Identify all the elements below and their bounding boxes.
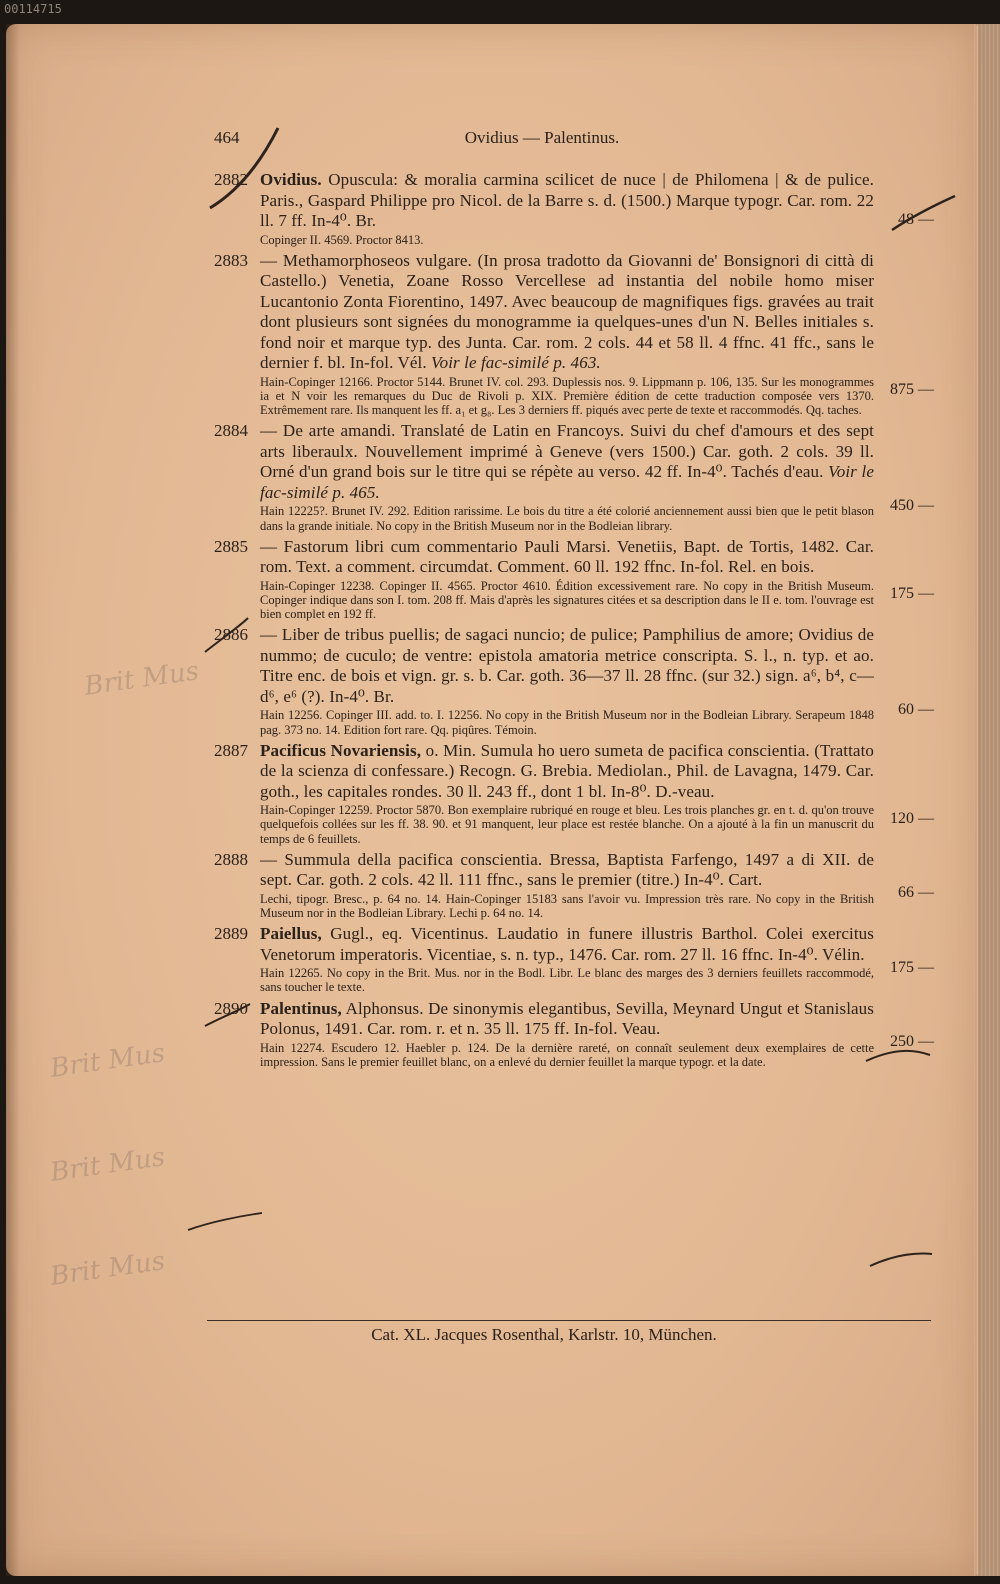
entry-price: 60 — bbox=[898, 700, 934, 718]
entry-price: 250 — bbox=[890, 1033, 934, 1051]
entry-bibliographic-note: Hain-Copinger 12259. Proctor 5870. Bon exemplaire rubriqué en rouge et bleu. Les trois planches gr. en t. d. qu'on trouve quelquefois collées sur les ff. 38. 90. et 91 manquent, leur place est restée blanche. On a ajouté à la fin un manuscrit du temps de 6 feuillets. bbox=[260, 803, 874, 846]
entry-number: 2885 bbox=[214, 536, 248, 556]
catalog-entry bbox=[214, 421, 934, 533]
catalog-entry bbox=[214, 998, 934, 1069]
catalog-entry bbox=[214, 849, 934, 921]
catalog-footer: Cat. XL. Jacques Rosenthal, Karlstr. 10, München. bbox=[371, 1325, 717, 1344]
entry-bibliographic-note: Hain-Copinger 12166. Proctor 5144. Brunet IV. col. 293. Duplessis nos. 9. Lippmann p. 106, 135. Sur les monogrammes ia et N voir les remarques du Duc de Rivoli p. XIX. Première édition de cette traduction composée vers 1370. Extrêmement rare. Ils manquent les ff. a₁ et g₈. Les 3 derniers ff. piqués avec perte de texte et raccommodés. Qq. taches. bbox=[260, 374, 874, 418]
entry-number: 2888 bbox=[214, 849, 248, 869]
entry-number: 2887 bbox=[214, 740, 248, 760]
entry-heading: Pacificus Novariensis, bbox=[260, 740, 422, 760]
catalog-entry bbox=[214, 170, 934, 247]
marginal-note: Brit Mus bbox=[82, 656, 201, 702]
entry-description bbox=[260, 924, 874, 965]
page-number: 464 bbox=[214, 128, 240, 147]
entry-text: — De arte amandi. Translaté de Latin en Francoys. Suivi du chef d'amours et des sept arts liberaulx. Nouvellement imprimé à Geneve (vers 1500.) Car. goth. 2 cols. 39 ll. Orné d'un grand bois sur le titre qui se répète au verso. 42 ff. In-4⁰. Tachés d'eau. bbox=[260, 421, 874, 482]
entry-text: — Methamorphoseos vulgare. (In prosa tradotto da Giovanni de' Bonsignori di città di Castello.) Venetia, Zoane Rosso Vercellese ad instantia del nobile homo miser Lucantonio Zonta Fiorentino, 1497. Avec beaucoup de magnifiques figs. gravées au trait dont plusieurs sont signées du monogramme ia quelques-unes d'un N. Belles initiales s. fond noir et marque typ. des Junta. Car. rom. 2 cols. 44 et 58 ll. 4 ffnc. 41 ffc., sans le dernier f. bl. In-fol. Vél. bbox=[260, 250, 874, 373]
entry-bibliographic-note: Hain 12274. Escudero 12. Haebler p. 124. De la dernière rareté, on connaît seulement deux exemplaires de cette impression. Sans le premier feuillet blanc, on a enlevé du dernier feuillet la marque typogr. et la date. bbox=[260, 1040, 874, 1069]
entry-heading: Ovidius. bbox=[260, 170, 322, 189]
entry-number: 2882 bbox=[214, 170, 248, 189]
entry-description bbox=[260, 850, 874, 891]
entry-price: 66 — bbox=[898, 884, 934, 902]
entry-bibliographic-note: Hain 12265. No copy in the Brit. Mus. nor in the Bodl. Libr. Le blanc des marges des 3 derniers feuillets raccommodé, sans toucher le texte. bbox=[260, 966, 874, 995]
facsimile-reference: Voir le fac-similé p. 463. bbox=[431, 353, 601, 373]
entry-description bbox=[260, 741, 874, 803]
entry-text: — Fastorum libri cum commentario Pauli Marsi. Venetiis, Bapt. de Tortis, 1482. Car. rom. Text. a comment. circumdat. Comment. 60 ll. 192 ffnc. In-fol. Rel. en bois. bbox=[260, 536, 874, 577]
catalog-entries bbox=[214, 170, 934, 1073]
entry-description bbox=[260, 251, 874, 374]
entry-text: Gugl., eq. Vicentinus. Laudatio in funere illustris Barthol. Colei exercitus Venetorum imperatoris. Vicentiae, s. n. typ., 1476. Car. rom. 27 ll. 16 ffnc. In-4⁰. Vélin. bbox=[260, 924, 874, 964]
catalog-entry bbox=[214, 924, 934, 995]
scan-label: 00114715 bbox=[4, 2, 62, 16]
entry-bibliographic-note: Hain 12256. Copinger III. add. to. I. 12256. No copy in the British Museum nor in the Bodleian Library. Serapeum 1848 pag. 373 no. 14. Edition fort rare. Qq. piqûres. Témoin. bbox=[260, 708, 874, 737]
entry-bibliographic-note: Hain-Copinger 12238. Copinger II. 4565. Proctor 4610. Édition excessivement rare. No copy in the British Museum. Copinger indique dans son I. tom. 208 ff. Mais d'après les signatures citées et sa description dans le II e. tom. l'ouvrage est bien complet en 192 ff. bbox=[260, 578, 874, 622]
entry-text: — Liber de tribus puellis; de sagaci nuncio; de pulice; Pamphilius de amore; Ovidius de nummo; de cuculo; de ventre: epistola amatoria metrice conscripta. S. l., n. typ. et ao. Titre enc. de bois et vign. gr. s. b. Car. goth. 36—37 ll. 28 ffnc. (sur 32.) sign. a⁶, b⁴, c—d⁶, e⁶ (?). In-4⁰. Br. bbox=[260, 625, 874, 706]
entry-bibliographic-note: Hain 12225?. Brunet IV. 292. Edition rarissime. Le bois du titre a été colorié anciennement aussi bien que le petit blason dans la grande initiale. No copy in the British Museum nor in the Bodleian library. bbox=[260, 504, 874, 533]
marginal-note: Brit Mus bbox=[48, 1142, 167, 1188]
entry-number: 2883 bbox=[214, 250, 248, 270]
entry-heading: Paiellus, bbox=[260, 924, 322, 944]
entry-number: 2884 bbox=[214, 421, 248, 441]
entry-description bbox=[260, 170, 874, 232]
entry-number: 2890 bbox=[214, 998, 248, 1018]
page-binding-shadow bbox=[6, 24, 20, 1576]
entry-text: — Summula della pacifica conscientia. Bressa, Baptista Farfengo, 1497 a di XII. de sept. Car. goth. 2 cols. 42 ll. 111 ffnc., sans le premier (titre.) In-4⁰. Cart. bbox=[260, 849, 874, 890]
entry-bibliographic-note: Copinger II. 4569. Proctor 8413. bbox=[260, 232, 424, 247]
entry-description bbox=[260, 625, 874, 707]
entry-number: 2889 bbox=[214, 924, 248, 944]
running-title: Ovidius — Palentinus. bbox=[464, 128, 620, 147]
catalog-entry bbox=[214, 250, 934, 418]
footer-rule bbox=[207, 1320, 931, 1321]
entry-number: 2886 bbox=[214, 625, 248, 645]
entry-price: 175 — bbox=[890, 585, 934, 603]
entry-text: Opuscula: & moralia carmina scilicet de nuce | de Philomena | & de pulice. Paris., Gaspard Philippe pro Nicol. de la Barre s. d. (1500.) Marque typogr. Car. rom. 22 ll. 7 ff. In-4⁰. Br. bbox=[260, 170, 874, 230]
entry-price: 175 — bbox=[890, 958, 934, 976]
entry-price: 120 — bbox=[890, 809, 934, 827]
catalog-entry bbox=[214, 536, 934, 622]
entry-bibliographic-note: Lechi, tipogr. Bresc., p. 64 no. 14. Hain-Copinger 15183 sans l'avoir vu. Impression très rare. No copy in the British Museum nor in the Bodleian Library. Lechi p. 64 no. 14. bbox=[260, 891, 874, 921]
page-edge-stack bbox=[974, 24, 1000, 1576]
entry-price: 875 — bbox=[890, 381, 934, 399]
page-header bbox=[214, 128, 870, 152]
facsimile-reference: Voir le fac-similé p. 465. bbox=[260, 462, 874, 502]
entry-text: o. Min. Sumula ho uero sumeta de pacifica conscientia. (Trattato de la scienza di confessare.) Recogn. G. Brebia. Mediolan., Phil. de Lavagna, 1479. Car. goth., les capitales rondes. 30 ll. 243 ff., dont 1 bl. In-8⁰. D.-veau. bbox=[260, 740, 874, 801]
entry-description bbox=[260, 999, 874, 1040]
marginal-note: Brit Mus bbox=[48, 1246, 167, 1292]
entry-description bbox=[260, 537, 874, 578]
entry-text: Alphonsus. De sinonymis elegantibus, Sevilla, Meynard Ungut et Stanislaus Polonus, 1491. Car. rom. r. et n. 35 ll. 175 ff. In-fol. Veau. bbox=[260, 998, 874, 1039]
entry-price: 48 — bbox=[898, 210, 934, 228]
marginal-note: Brit Mus bbox=[48, 1038, 167, 1084]
catalog-entry bbox=[214, 625, 934, 737]
catalog-entry bbox=[214, 740, 934, 846]
entry-description bbox=[260, 421, 874, 503]
entry-price: 450 — bbox=[890, 496, 934, 514]
entry-heading: Palentinus, bbox=[260, 998, 342, 1018]
